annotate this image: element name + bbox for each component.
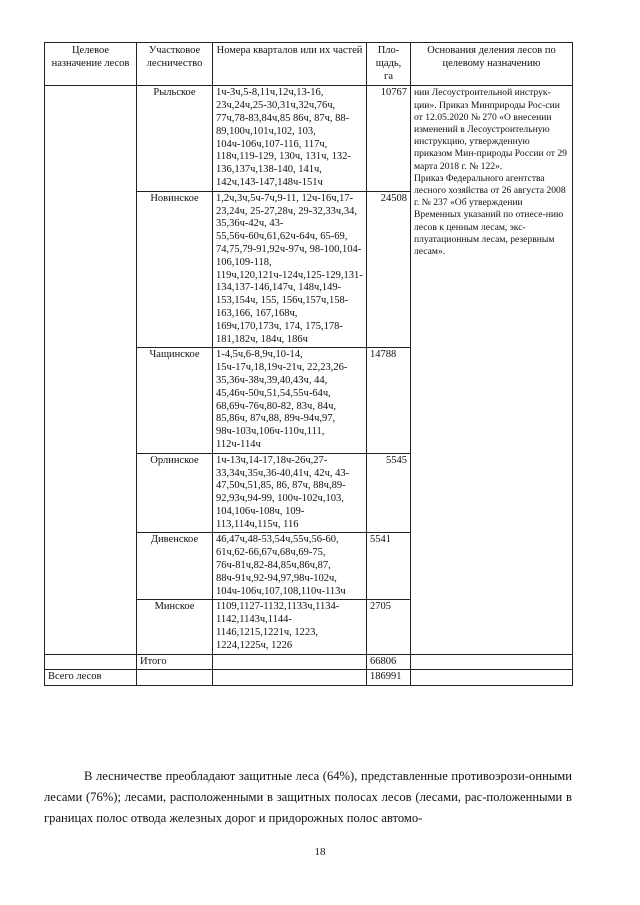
quarters-list: 1ч-3ч,5-8,11ч,12ч,13-16, 23ч,24ч,25-30,31ч,32ч,76ч, 77ч,78-83,84ч,85 86ч, 87ч, 88-89,100ч,101ч,102, 103, 104ч-106ч,107-116, 117ч, 118ч,119-129, 130ч, 131ч, 132-136,137ч,138-140, 141ч, 142ч,143-147,148ч-151ч [213,86,367,191]
header-area: Пло-щадь, га [367,43,411,86]
basis-cell [411,86,573,654]
quarters-list: 1-4,5ч,6-8,9ч,10-14, 15ч-17ч,18,19ч-21ч, 22,23,26-35,36ч-38ч,39,40,43ч, 44, 45,46ч-50ч,51,54,55ч-64ч, 68,69ч-76ч,80-82, 83ч, 84ч, 85,86ч, 87ч,88, 89ч-94ч,97, 98ч-103ч,106ч-110ч,111, 112ч-114ч [213,348,367,453]
area-value: 5541 [367,533,411,600]
total-area: 186991 [367,670,411,686]
area-value: 10767 [367,86,411,191]
forestry-name: Чащинское [137,348,213,453]
body-paragraph: В лесничестве преобладают защитные леса (64%), представленные противоэрози-онными лесами (76%); лесами, расположенными в защитных полосах лесов (лесами, рас-положенными в границах полос отвода железных дорог и придорожных полос автомо- [44,769,572,825]
forestry-name: Рыльское [137,86,213,191]
forest-purpose-table [44,42,573,686]
quarters-list: 1109,1127-1132,1133ч,1134-1142,1143ч,1144-1146,1215,1221ч, 1223, 1224,1225ч, 1226 [213,600,367,654]
area-value: 5545 [367,453,411,533]
forestry-name: Дивенское [137,533,213,600]
total-label: Всего лесов [45,670,137,686]
table-row [45,86,573,191]
total-empty-cell [137,670,213,686]
basis-text-1: нии Лесоустроительной инструк-ции». Приказ Минприроды Рос-сии от 12.05.2020 № 270 «О внесении изменений в Лесоустроительную инструкцию, утвержденную приказом Мин-природы России от 29 марта 2018 г. № 122». [414,87,567,172]
total-row [45,670,573,686]
subtotal-empty-cell [411,654,573,670]
basis-text-2: Приказ Федерального агентства лесного хозяйства от 26 августа 2008 г. № 237 «Об утверждении Временных указаний по отнесе-нию лесов к ценным лесам, экс-плуатационным лесам, резервным лесам». [414,172,566,258]
subtotal-empty-cell [213,654,367,670]
subtotal-label: Итого [137,654,213,670]
total-empty-cell [213,670,367,686]
quarters-list: 46,47ч,48-53,54ч,55ч,56-60, 61ч,62-66,67ч,68ч,69-75, 76ч-81ч,82-84,85ч,86ч,87, 88ч-91ч,92-94,97,98ч-102ч, 104ч-106ч,107,108,110ч-113ч [213,533,367,600]
purpose-cell [45,86,137,654]
subtotal-row [45,654,573,670]
area-value: 2705 [367,600,411,654]
forestry-name: Минское [137,600,213,654]
quarters-list: 1ч-13ч,14-17,18ч-26ч,27-33,34ч,35ч,36-40,41ч, 42ч, 43-47,50ч,51,85, 86, 87ч, 88ч,89-92,93ч,94-99, 100ч-102ч,103, 104,106ч-108ч, 109-113,114ч,115ч, 116 [213,453,367,533]
area-value: 24508 [367,191,411,348]
header-forestry: Участковое лесничество [137,43,213,86]
subtotal-area: 66806 [367,654,411,670]
header-basis: Основания деления лесов по целевому назначению [411,43,573,86]
header-quarters: Номера кварталов или их частей [213,43,367,86]
forestry-name: Новинское [137,191,213,348]
header-purpose: Целевое назначение лесов [45,43,137,86]
forestry-name: Орлинское [137,453,213,533]
quarters-list: 1,2ч,3ч,5ч-7ч,9-11, 12ч-16ч,17-23,24ч, 25-27,28ч, 29-32,33ч,34, 35,36ч-42ч, 43-55,56ч-60ч,61,62ч-64ч, 65-69, 74,75,79-91,92ч-97ч, 98-100,104-106,109-118, 119ч,120,121ч-124ч,125-129,131-134,137-146,147ч, 148ч,149-153,154ч, 155, 156ч,157ч,158-163,166, 167,168ч, 169ч,170,173ч, 174, 175,178-181,182ч, 184ч, 186ч [213,191,367,348]
page-number: 18 [314,846,326,858]
area-value: 14788 [367,348,411,453]
subtotal-empty-cell [45,654,137,670]
table-header-row [45,43,573,86]
total-empty-cell [411,670,573,686]
